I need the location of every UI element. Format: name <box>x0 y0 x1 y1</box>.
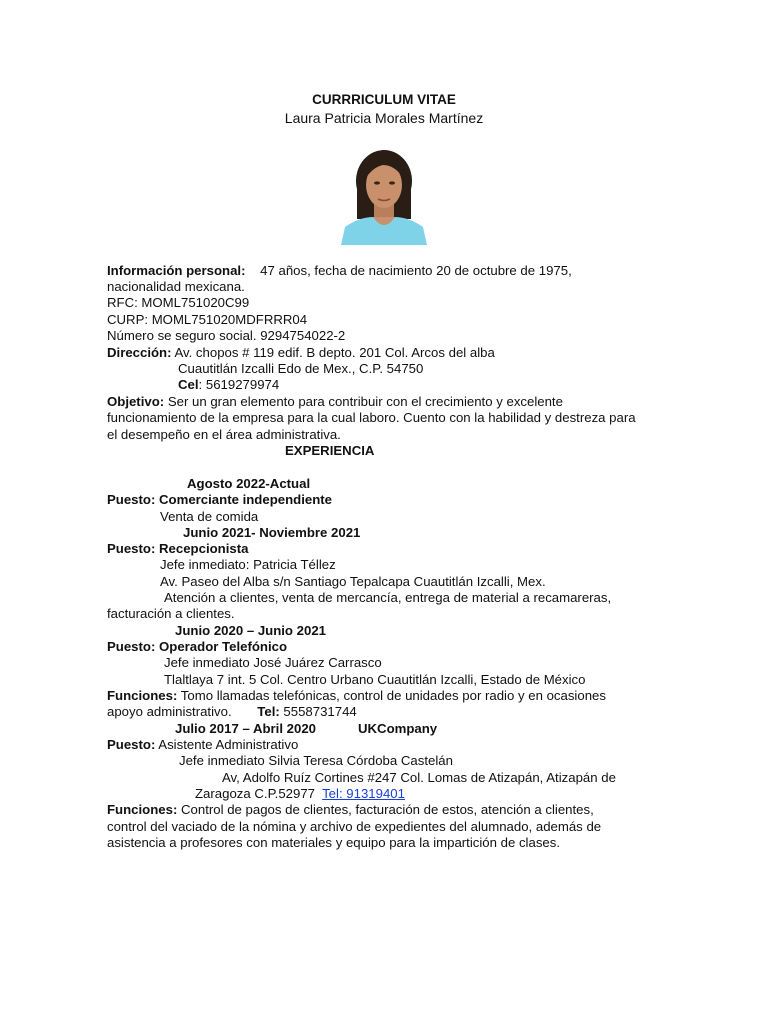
job2-description-1: Atención a clientes, venta de mercancía, entrega de material a recamareras, <box>164 590 612 605</box>
functions-text-1: Tomo llamadas telefónicas, control de unidades por radio y en ocasiones <box>180 688 606 703</box>
job2-boss: Jefe inmediato: Patricia Téllez <box>160 557 336 572</box>
position-label: Puesto: <box>107 492 156 507</box>
personal-info-line <box>107 263 572 279</box>
tel-value: 5558731744 <box>283 704 357 719</box>
objective-label: Objetivo: <box>107 394 165 409</box>
objective-text-1: Ser un gran elemento para contribuir con el crecimiento y excelente <box>167 394 563 409</box>
personal-info-label: Información personal: <box>107 263 246 278</box>
personal-info-text: 47 años, fecha de nacimiento 20 de octubre de 1975, <box>260 263 572 278</box>
job4-address-1: Av, Adolfo Ruíz Cortines #247 Col. Lomas de Atizapán, Atizapán de <box>222 770 616 785</box>
job3-functions-line-2 <box>107 704 357 720</box>
objective-text-2: funcionamiento de la empresa para la cual laboro. Cuento con la habilidad y destreza para <box>107 410 636 425</box>
social-security-number: Número se seguro social. 9294754022-2 <box>107 328 346 343</box>
functions-label: Funciones: <box>107 802 178 817</box>
rfc: RFC: MOML751020C99 <box>107 295 250 310</box>
tel-label: Tel: <box>257 704 280 719</box>
position-value: Comerciante independiente <box>159 492 332 507</box>
job2-address: Av. Paseo del Alba s/n Santiago Tepalcapa Cuautitlán Izcalli, Mex. <box>160 574 546 589</box>
job1-position <box>107 492 332 508</box>
job1-period: Agosto 2022-Actual <box>187 476 311 491</box>
curp: CURP: MOML751020MDFRRR04 <box>107 312 308 327</box>
job4-boss: Jefe inmediato Silvia Teresa Córdoba Castelán <box>179 753 453 768</box>
address-line <box>107 345 495 361</box>
address-label: Dirección: <box>107 345 172 360</box>
job2-period: Junio 2021- Noviembre 2021 <box>183 525 361 540</box>
portrait-image <box>339 143 428 245</box>
job1-description: Venta de comida <box>160 509 259 524</box>
address-city: Cuautitlán Izcalli Edo de Mex., C.P. 54750 <box>178 361 424 376</box>
address-value: Av. chopos # 119 edif. B depto. 201 Col. Arcos del alba <box>174 345 495 360</box>
job4-period: Julio 2017 – Abril 2020 <box>175 721 316 736</box>
position-label: Puesto: <box>107 639 156 654</box>
job3-address: Tlaltlaya 7 int. 5 Col. Centro Urbano Cuautitlán Izcalli, Estado de México <box>164 672 586 687</box>
job3-functions-line <box>107 688 606 704</box>
job4-functions-text-2: control del vaciado de la nómina y archivo de expedientes del alumnado, además de <box>107 819 602 834</box>
profile-photo <box>339 143 428 245</box>
job4-company: UKCompany <box>358 721 438 736</box>
job2-description-2: facturación a clientes. <box>107 606 235 621</box>
position-value: Operador Telefónico <box>159 639 288 654</box>
objective-text-3: el desempeño en el área administrativa. <box>107 427 341 442</box>
job3-period: Junio 2020 – Junio 2021 <box>175 623 326 638</box>
cv-title: CURRRICULUM VITAE <box>312 92 456 107</box>
position-label: Puesto: <box>107 737 156 752</box>
job4-functions-text-3: asistencia a profesores con materiales y equipo para la impartición de clases. <box>107 835 561 850</box>
job4-functions-line <box>107 802 594 818</box>
cel-line <box>178 377 279 393</box>
nationality: nacionalidad mexicana. <box>107 279 245 294</box>
experience-heading: EXPERIENCIA <box>285 443 375 458</box>
job3-position <box>107 639 287 655</box>
job3-boss: Jefe inmediato José Juárez Carrasco <box>164 655 382 670</box>
job4-address-2: Zaragoza C.P.52977 <box>195 786 315 801</box>
cel-value: : 5619279974 <box>198 377 280 392</box>
functions-text-1: Control de pagos de clientes, facturación de estos, atención a clientes, <box>181 802 594 817</box>
position-value: Recepcionista <box>159 541 249 556</box>
job4-address-2-line <box>195 786 405 802</box>
position-value: Asistente Administrativo <box>158 737 299 752</box>
person-name: Laura Patricia Morales Martínez <box>284 110 484 126</box>
objective-line <box>107 394 563 410</box>
cel-label: Cel <box>178 377 199 392</box>
job4-position <box>107 737 298 753</box>
job4-tel-link[interactable]: Tel: 91319401 <box>322 786 405 801</box>
functions-label: Funciones: <box>107 688 178 703</box>
position-label: Puesto: <box>107 541 156 556</box>
functions-text-2: apoyo administrativo. <box>107 704 232 719</box>
job2-position <box>107 541 248 557</box>
